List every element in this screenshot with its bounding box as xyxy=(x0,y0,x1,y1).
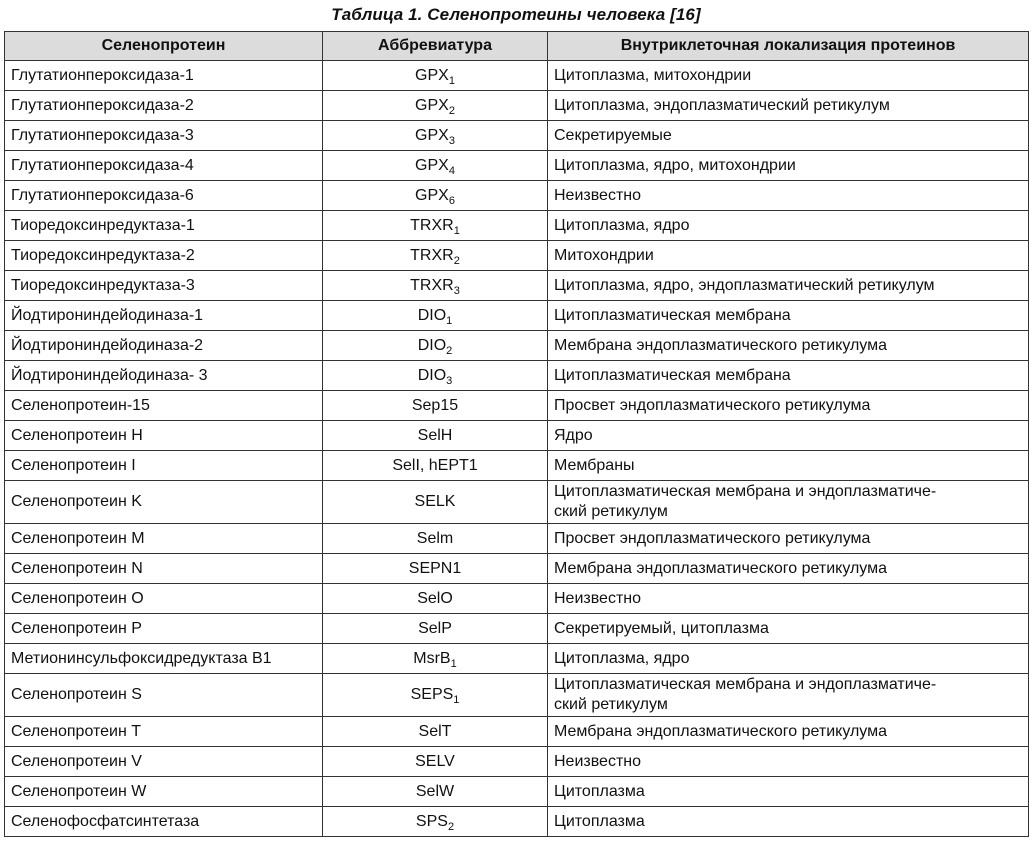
abbreviation-base: SELV xyxy=(415,752,455,770)
selenoprotein-name: Селенопротеин O xyxy=(11,589,144,607)
cell-abbreviation xyxy=(323,211,548,241)
abbreviation-text xyxy=(418,620,452,637)
localization-text: Неизвестно xyxy=(554,589,642,607)
localization-text: Мембрана эндоплазматического ретикулума xyxy=(554,336,888,354)
cell-abbreviation xyxy=(323,271,548,301)
cell-abbreviation xyxy=(323,584,548,614)
cell-selenoprotein xyxy=(5,644,323,674)
abbreviation-text xyxy=(392,457,477,474)
cell-abbreviation xyxy=(323,717,548,747)
cell-abbreviation xyxy=(323,777,548,807)
table-row xyxy=(5,121,1029,151)
abbreviation-base: TRXR xyxy=(410,276,454,294)
selenoprotein-name: Селенопротеин P xyxy=(11,619,142,637)
table-row xyxy=(5,717,1029,747)
abbreviation-text xyxy=(415,186,455,207)
selenoprotein-name: Глутатионпероксидаза-2 xyxy=(11,96,194,114)
cell-abbreviation xyxy=(323,91,548,121)
cell-selenoprotein xyxy=(5,747,323,777)
abbreviation-base: Sep15 xyxy=(411,396,459,414)
cell-selenoprotein xyxy=(5,451,323,481)
localization-text: Цитоплазматическая мембрана и эндоплазматиче- ский ретикулум xyxy=(554,676,937,713)
selenoprotein-name: Йодтирониндейодиназа- 3 xyxy=(11,366,208,384)
selenoprotein-name: Селенопротеин I xyxy=(11,456,136,474)
table-row xyxy=(5,151,1029,181)
abbreviation-text xyxy=(415,156,455,177)
cell-abbreviation xyxy=(323,614,548,644)
abbreviation-base: TRXR xyxy=(410,246,454,264)
cell-selenoprotein xyxy=(5,391,323,421)
selenoprotein-name: Селенопротеин K xyxy=(11,493,142,510)
cell-abbreviation xyxy=(323,391,548,421)
table-row xyxy=(5,481,1029,524)
cell-selenoprotein xyxy=(5,717,323,747)
cell-localization xyxy=(548,747,1029,777)
abbreviation-base: GPX xyxy=(415,156,449,174)
abbreviation-base: SelP xyxy=(418,619,452,637)
abbreviation-base: SelW xyxy=(415,782,455,800)
localization-text: Цитоплазма xyxy=(554,812,645,830)
selenoprotein-name: Селенофосфатсинтетаза xyxy=(11,812,200,830)
selenoprotein-name: Йодтирониндейодиназа-2 xyxy=(11,336,204,354)
abbreviation-base: SelI, hEPT1 xyxy=(392,456,478,474)
table-row xyxy=(5,674,1029,717)
cell-localization xyxy=(548,181,1029,211)
table-header-row xyxy=(5,32,1029,61)
cell-abbreviation xyxy=(323,151,548,181)
abbreviation-base: SEPN1 xyxy=(408,559,462,577)
abbreviation-subscript: 1 xyxy=(450,657,457,670)
selenoprotein-name: Йодтирониндейодиназа-1 xyxy=(11,306,204,324)
abbreviation-text xyxy=(415,753,455,770)
localization-text: Мембрана эндоплазматического ретикулума xyxy=(554,559,888,577)
cell-abbreviation xyxy=(323,301,548,331)
cell-localization xyxy=(548,91,1029,121)
selenoprotein-name: Селенопротеин V xyxy=(11,752,142,770)
cell-localization xyxy=(548,481,1029,524)
selenoprotein-name: Глутатионпероксидаза-4 xyxy=(11,156,194,174)
abbreviation-base: SelO xyxy=(417,589,453,607)
cell-selenoprotein xyxy=(5,61,323,91)
selenoprotein-name: Тиоредоксинредуктаза-3 xyxy=(11,276,195,294)
cell-selenoprotein xyxy=(5,151,323,181)
localization-text: Цитоплазма, эндоплазматический ретикулум xyxy=(554,96,890,114)
abbreviation-subscript: 1 xyxy=(446,314,453,327)
selenoprotein-name: Селенопротеин T xyxy=(11,722,142,740)
abbreviation-subscript: 1 xyxy=(453,224,460,237)
cell-selenoprotein xyxy=(5,91,323,121)
selenoprotein-name: Селенопротеин-15 xyxy=(11,396,150,414)
abbreviation-text xyxy=(419,723,452,740)
abbreviation-text xyxy=(410,246,460,267)
cell-abbreviation xyxy=(323,524,548,554)
abbreviation-base: SELK xyxy=(414,493,456,510)
localization-text: Мембрана эндоплазматического ретикулума xyxy=(554,722,888,740)
table-row xyxy=(5,747,1029,777)
table-row xyxy=(5,361,1029,391)
localization-text: Митохондрии xyxy=(554,246,654,264)
abbreviation-subscript: 3 xyxy=(448,134,455,147)
table-row xyxy=(5,524,1029,554)
localization-text: Секретируемые xyxy=(554,126,672,144)
table-row xyxy=(5,614,1029,644)
cell-localization xyxy=(548,421,1029,451)
selenoprotein-name: Глутатионпероксидаза-3 xyxy=(11,126,194,144)
cell-abbreviation xyxy=(323,331,548,361)
abbreviation-base: DIO xyxy=(417,366,447,384)
localization-text: Цитоплазматическая мембрана xyxy=(554,306,791,324)
abbreviation-text xyxy=(412,397,458,414)
cell-abbreviation xyxy=(323,61,548,91)
localization-text: Цитоплазма xyxy=(554,782,645,800)
selenoproteins-table xyxy=(4,31,1029,837)
localization-text: Цитоплазма, митохондрии xyxy=(554,66,752,84)
abbreviation-base: SEPS xyxy=(410,686,454,703)
cell-localization xyxy=(548,61,1029,91)
cell-selenoprotein xyxy=(5,241,323,271)
cell-selenoprotein xyxy=(5,421,323,451)
header-selenoprotein: Селенопротеин xyxy=(5,32,323,61)
cell-abbreviation xyxy=(323,361,548,391)
selenoprotein-name: Тиоредоксинредуктаза-2 xyxy=(11,246,195,264)
cell-localization xyxy=(548,391,1029,421)
cell-localization xyxy=(548,614,1029,644)
abbreviation-text xyxy=(413,649,457,670)
cell-localization xyxy=(548,717,1029,747)
abbreviation-text xyxy=(415,126,455,147)
abbreviation-text xyxy=(410,216,460,237)
cell-localization xyxy=(548,777,1029,807)
table-row xyxy=(5,61,1029,91)
table-row xyxy=(5,211,1029,241)
abbreviation-subscript: 3 xyxy=(453,284,460,297)
abbreviation-text xyxy=(410,686,460,706)
abbreviation-base: GPX xyxy=(415,186,449,204)
table-row xyxy=(5,271,1029,301)
selenoprotein-name: Селенопротеин W xyxy=(11,782,147,800)
cell-localization xyxy=(548,151,1029,181)
selenoprotein-name: Селенопротеин M xyxy=(11,529,145,547)
table-row xyxy=(5,644,1029,674)
localization-text: Цитоплазматическая мембрана и эндоплазматиче- ский ретикулум xyxy=(554,483,937,520)
cell-abbreviation xyxy=(323,644,548,674)
abbreviation-subscript: 6 xyxy=(448,194,455,207)
table-row xyxy=(5,777,1029,807)
cell-selenoprotein xyxy=(5,777,323,807)
cell-abbreviation xyxy=(323,121,548,151)
cell-abbreviation xyxy=(323,554,548,584)
localization-text: Цитоплазматическая мембрана xyxy=(554,366,791,384)
cell-localization xyxy=(548,301,1029,331)
abbreviation-subscript: 2 xyxy=(448,104,455,117)
cell-localization xyxy=(548,674,1029,717)
abbreviation-base: GPX xyxy=(415,66,449,84)
cell-selenoprotein xyxy=(5,614,323,644)
localization-text: Цитоплазма, ядро, эндоплазматический ретикулум xyxy=(554,276,935,294)
cell-selenoprotein xyxy=(5,584,323,614)
abbreviation-text xyxy=(415,96,455,117)
cell-selenoprotein xyxy=(5,674,323,717)
cell-abbreviation xyxy=(323,181,548,211)
cell-localization xyxy=(548,451,1029,481)
cell-selenoprotein xyxy=(5,361,323,391)
cell-localization xyxy=(548,361,1029,391)
abbreviation-base: SPS xyxy=(415,812,448,830)
cell-localization xyxy=(548,271,1029,301)
cell-selenoprotein xyxy=(5,807,323,837)
cell-selenoprotein xyxy=(5,121,323,151)
table-row xyxy=(5,241,1029,271)
abbreviation-text xyxy=(415,493,456,510)
localization-text: Просвет эндоплазматического ретикулума xyxy=(554,396,871,414)
cell-localization xyxy=(548,241,1029,271)
abbreviation-base: MsrB xyxy=(413,649,451,667)
cell-selenoprotein xyxy=(5,271,323,301)
selenoprotein-name: Селенопротеин H xyxy=(11,426,143,444)
table-row xyxy=(5,554,1029,584)
cell-localization xyxy=(548,807,1029,837)
abbreviation-text xyxy=(415,812,455,833)
abbreviation-subscript: 1 xyxy=(448,74,455,87)
table-row xyxy=(5,391,1029,421)
abbreviation-subscript: 2 xyxy=(446,344,453,357)
table-body xyxy=(5,61,1029,837)
localization-text: Мембраны xyxy=(554,456,635,474)
localization-text: Ядро xyxy=(554,426,593,444)
cell-localization xyxy=(548,121,1029,151)
selenoprotein-name: Метионинсульфоксидредуктаза B1 xyxy=(11,649,272,667)
abbreviation-text xyxy=(418,427,453,444)
selenoprotein-name: Селенопротеин S xyxy=(11,686,142,703)
abbreviation-text xyxy=(416,783,454,800)
abbreviation-subscript: 4 xyxy=(448,164,455,177)
abbreviation-text xyxy=(410,276,460,297)
table-row xyxy=(5,91,1029,121)
cell-selenoprotein xyxy=(5,211,323,241)
localization-text: Неизвестно xyxy=(554,752,642,770)
table-row xyxy=(5,807,1029,837)
abbreviation-text xyxy=(417,306,453,327)
cell-localization xyxy=(548,524,1029,554)
table-row xyxy=(5,421,1029,451)
cell-selenoprotein xyxy=(5,524,323,554)
table-row xyxy=(5,181,1029,211)
cell-abbreviation xyxy=(323,241,548,271)
abbreviation-subscript: 2 xyxy=(447,820,455,833)
header-abbreviation: Аббревиатура xyxy=(323,32,548,61)
cell-localization xyxy=(548,584,1029,614)
cell-selenoprotein xyxy=(5,331,323,361)
cell-localization xyxy=(548,644,1029,674)
abbreviation-base: SelT xyxy=(418,722,452,740)
localization-text: Секретируемый, цитоплазма xyxy=(554,619,769,637)
cell-localization xyxy=(548,554,1029,584)
cell-selenoprotein xyxy=(5,554,323,584)
localization-text: Цитоплазма, ядро, митохондрии xyxy=(554,156,796,174)
table-row xyxy=(5,451,1029,481)
table-row xyxy=(5,584,1029,614)
abbreviation-subscript: 1 xyxy=(453,694,460,706)
cell-abbreviation xyxy=(323,421,548,451)
abbreviation-base: TRXR xyxy=(410,216,454,234)
cell-localization xyxy=(548,211,1029,241)
table-row xyxy=(5,331,1029,361)
abbreviation-base: DIO xyxy=(417,306,447,324)
cell-abbreviation xyxy=(323,807,548,837)
abbreviation-text xyxy=(417,590,453,607)
cell-selenoprotein xyxy=(5,181,323,211)
selenoprotein-name: Глутатионпероксидаза-6 xyxy=(11,186,194,204)
abbreviation-base: SelH xyxy=(417,426,453,444)
abbreviation-subscript: 2 xyxy=(453,254,460,267)
abbreviation-text xyxy=(417,336,453,357)
table-row xyxy=(5,301,1029,331)
abbreviation-text xyxy=(417,530,453,547)
cell-abbreviation xyxy=(323,451,548,481)
cell-selenoprotein xyxy=(5,301,323,331)
selenoprotein-name: Селенопротеин N xyxy=(11,559,143,577)
abbreviation-text xyxy=(417,366,453,387)
localization-text: Просвет эндоплазматического ретикулума xyxy=(554,529,871,547)
abbreviation-base: DIO xyxy=(417,336,447,354)
selenoprotein-name: Глутатионпероксидаза-1 xyxy=(11,66,194,84)
abbreviation-base: Selm xyxy=(416,529,454,547)
header-localization: Внутриклеточная локализация протеинов xyxy=(548,32,1029,61)
localization-text: Неизвестно xyxy=(554,186,642,204)
cell-abbreviation xyxy=(323,747,548,777)
selenoprotein-name: Тиоредоксинредуктаза-1 xyxy=(11,216,195,234)
cell-abbreviation xyxy=(323,481,548,524)
cell-localization xyxy=(548,331,1029,361)
abbreviation-text xyxy=(415,66,455,87)
table-caption: Таблица 1. Селенопротеины человека [16] xyxy=(331,5,701,24)
cell-abbreviation xyxy=(323,674,548,717)
localization-text: Цитоплазма, ядро xyxy=(554,649,690,667)
abbreviation-base: GPX xyxy=(415,126,449,144)
abbreviation-text xyxy=(409,560,461,577)
localization-text: Цитоплазма, ядро xyxy=(554,216,690,234)
abbreviation-base: GPX xyxy=(415,96,449,114)
cell-selenoprotein xyxy=(5,481,323,524)
abbreviation-subscript: 3 xyxy=(446,374,453,387)
